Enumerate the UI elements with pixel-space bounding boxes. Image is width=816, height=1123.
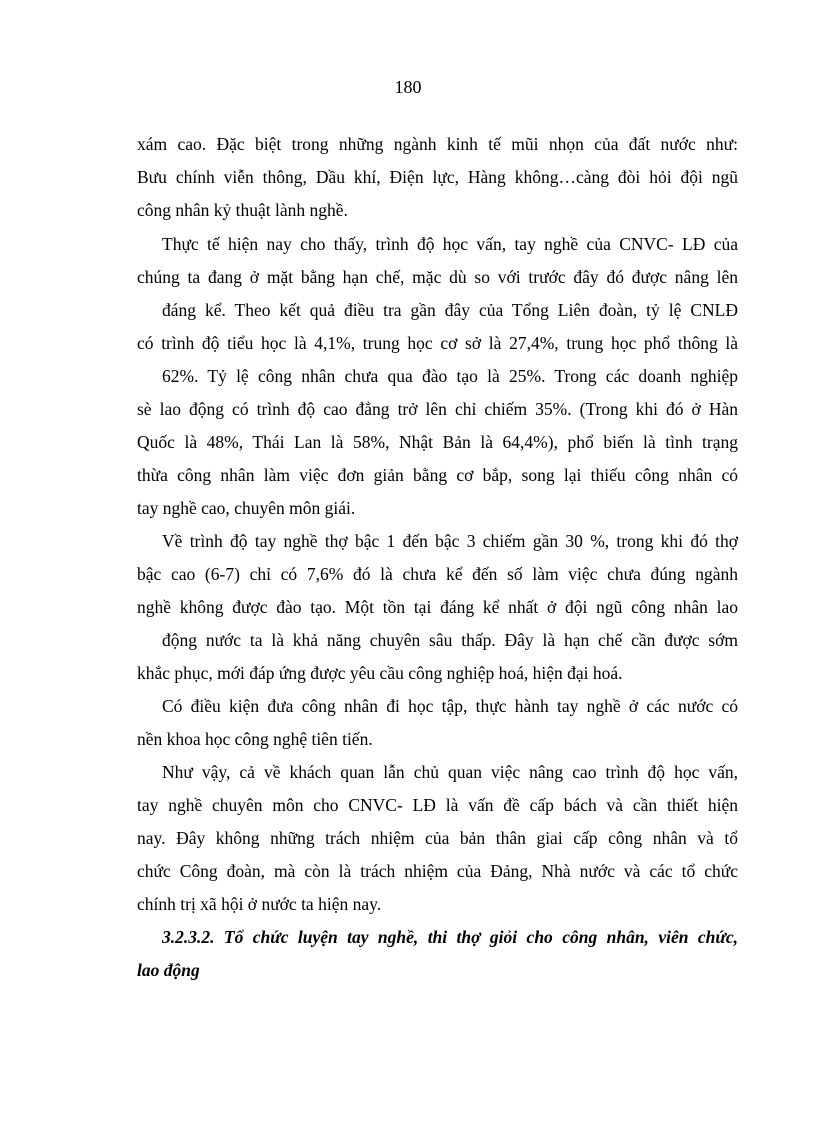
text-line: có trình độ tiểu học là 4,1%, trung học cơ sở là 27,4%, trung học phổ thông là: [137, 333, 738, 353]
section-heading-continuation: lao động: [137, 960, 200, 980]
text-line: Bưu chính viễn thông, Dầu khí, Điện lực, Hàng không…càng đòi hỏi đội ngũ: [137, 167, 738, 187]
text-line: thừa công nhân làm việc đơn giản bằng cơ bắp, song lại thiếu công nhân có: [137, 465, 738, 485]
text-line: khắc phục, mới đáp ứng được yêu cầu công nghiệp hoá, hiện đại hoá.: [137, 663, 623, 683]
text-line: tay nghề chuyên môn cho CNVC- LĐ là vấn đề cấp bách và cần thiết hiện: [137, 795, 738, 815]
text-line: nghề không được đào tạo. Một tồn tại đáng kể nhất ở đội ngũ công nhân lao: [137, 597, 738, 617]
text-line: nền khoa học công nghệ tiên tiến.: [137, 729, 373, 749]
text-line: Như vậy, cả về khách quan lẫn chủ quan việc nâng cao trình độ học vấn,: [162, 762, 738, 782]
text-line: tay nghề cao, chuyên môn giái.: [137, 498, 356, 518]
text-line: công nhân kỷ thuật lành nghề.: [137, 200, 348, 220]
page-number: 180: [394, 77, 422, 97]
text-line: chính trị xã hội ở nước ta hiện nay.: [137, 894, 382, 914]
text-line: Có điều kiện đưa công nhân đi học tập, thực hành tay nghề ở các nước có: [162, 696, 738, 716]
text-line: bậc cao (6-7) chỉ có 7,6% đó là chưa kể đến số làm việc chưa đúng ngành: [137, 564, 738, 584]
text-line: động nước ta là khả năng chuyên sâu thấp. Đây là hạn chế cần được sớm: [162, 630, 738, 650]
text-line: đáng kể. Theo kết quả điều tra gần đây của Tổng Liên đoàn, tỷ lệ CNLĐ: [162, 300, 738, 320]
text-line: xám cao. Đặc biệt trong những ngành kinh tế mũi nhọn của đất nước như:: [137, 134, 738, 154]
text-line: Thực tế hiện nay cho thấy, trình độ học vấn, tay nghề của CNVC- LĐ của: [162, 234, 738, 254]
text-line: sè lao động có trình độ cao đẳng trở lên chỉ chiếm 35%. (Trong khi đó ở Hàn: [137, 399, 738, 419]
text-line: chức Công đoàn, mà còn là trách nhiệm của Đảng, Nhà nước và các tổ chức: [137, 861, 738, 881]
text-line: nay. Đây không những trách nhiệm của bản thân giai cấp công nhân và tổ: [137, 828, 738, 848]
text-line: Quốc là 48%, Thái Lan là 58%, Nhật Bản là 64,4%), phổ biến là tình trạng: [137, 432, 738, 452]
section-heading: 3.2.3.2. Tổ chức luyện tay nghề, thi thợ giỏi cho công nhân, viên chức,: [162, 927, 738, 947]
text-line: chúng ta đang ở mặt bằng hạn chế, mặc dù so với trước đây đó được nâng lên: [137, 267, 738, 287]
text-line: 62%. Tỷ lệ công nhân chưa qua đào tạo là 25%. Trong các doanh nghiệp: [162, 366, 738, 386]
text-line: Về trình độ tay nghề thợ bậc 1 đến bậc 3 chiếm gần 30 %, trong khi đó thợ: [162, 531, 738, 551]
